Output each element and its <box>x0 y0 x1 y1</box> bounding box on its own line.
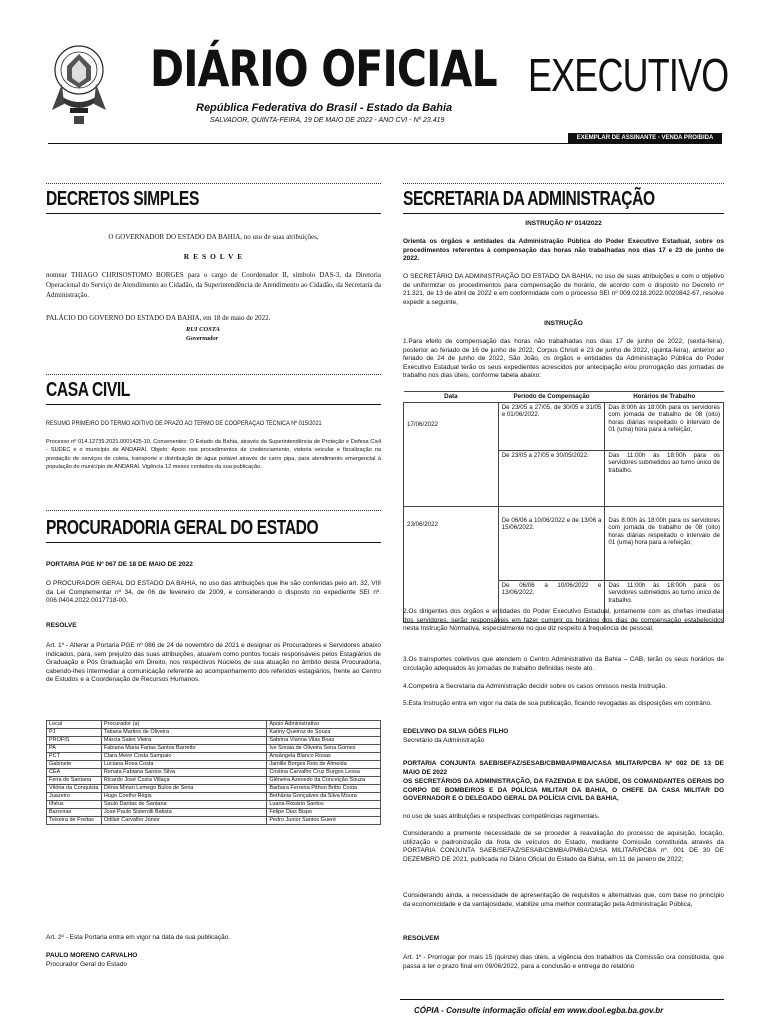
sched-hours: Das 11:00h às 18:00h para os servidores submetidos ao turno único de trabalho. <box>605 450 724 506</box>
table-cell: Sabrina Vianna Vilas Boas <box>267 737 381 745</box>
sched-period: De 06/06 a 10/06/2022 e 13/06/2022. <box>498 580 605 622</box>
section-rule <box>46 213 381 214</box>
table-row <box>47 777 381 785</box>
pge-signer: PAULO MORENO CARVALHO <box>46 952 138 959</box>
sead-considerando1: Considerando a premente necessidade de se proceder à reavaliação do processo de aquisição, locação, utilização e padronização da frota de veículos do Estado, mediante Comissão constituída através da PORTARIA CONJUNTA SAEB/SEFAZ/SESAB/CBMBA/PMBA/CASA MILITAR/PCBA nº. 001 DE 30 DE DEZEMBRO DE 2021, publicada no Diário Oficial do Estado da Bahia, em 11 de janeiro de 2022; <box>403 830 724 863</box>
table-cell: Gabinete <box>47 761 102 769</box>
table-row <box>47 801 381 809</box>
table-cell: Ilhéus <box>47 801 102 809</box>
section-title-pge: PROCURADORIA GERAL DO ESTADO <box>46 517 319 539</box>
sead-portaria2-title: PORTARIA CONJUNTA SAEB/SEFAZ/SESAB/CBMBA/PMBA/CASA MILITAR/PCBA Nº 002 DE 13 DE MAIO DE 2022 <box>403 760 724 776</box>
table-cell: Ive Soraia de Oliveira Sena Gomes <box>267 745 381 753</box>
decreto-signer: RUI COSTA <box>186 326 220 333</box>
section-title-decretos: DECRETOS SIMPLES <box>46 188 199 210</box>
table-cell: Saulo Dantas de Santana <box>101 801 266 809</box>
table-cell: Clara Meire Costa Sampaio <box>101 753 266 761</box>
sead-item4: 4.Competirá à Secretaria da Administração decidir sobre os casos omissos nesta Instrução. <box>403 683 668 690</box>
section-rule <box>46 510 381 511</box>
sead-instrucao-number: INSTRUÇÃO Nº 014/2022 <box>525 220 602 227</box>
table-cell: Luciana Rosa Costa <box>101 761 266 769</box>
state-crest-icon <box>50 40 108 130</box>
table-header-row <box>47 721 381 729</box>
masthead-edition: EXECUTIVO <box>528 49 729 101</box>
casa-civil-body: Processo nº 014.12739.2021.0001425-10. Convenentes: O Estado da Bahia, através da Superintendência de Proteção e Defesa Civil - SUDEC e o município de ANDARAÍ. Objeto: Apoio nos procedimentos de credenciamento, vistoria veicular e fiscalização na prestação de serviços de coleta, transporte e distribuição de água potável através de carro pipa, para atendimento emergencial à população do município de ANDARAÍ. Vigência 12 meses contados da sua publicação. <box>46 439 381 471</box>
table-cell: Pedro Junior Santos Gueré <box>267 817 381 825</box>
table-cell: CEA <box>47 769 102 777</box>
sched-date: 23/06/2022 <box>404 506 499 622</box>
table-cell: Jamille Borges Reis de Almeida <box>267 761 381 769</box>
table-cell: Dênia Mirian Lemego Bulos de Sena <box>101 785 266 793</box>
masthead-dateline: SALVADOR, QUINTA-FEIRA, 19 DE MAIO DE 2022 - ANO CVI - Nº 23.419 <box>210 117 445 124</box>
table-cell: PCT <box>47 753 102 761</box>
sead-portaria2-intro-tail: no uso de suas atribuições e respectivas competências regimentais. <box>403 813 600 820</box>
table-cell: Ricardo José Costa Villaça <box>101 777 266 785</box>
sead-instrucao-label: INSTRUÇÃO <box>544 320 583 327</box>
table-row <box>47 737 381 745</box>
decreto-palace: PALÁCIO DO GOVERNO DO ESTADO DA BAHIA, em 18 de maio de 2022. <box>46 314 271 322</box>
sched-hours: Das 11:00h às 18:00h para os servidores submetidos ao turno único de trabalho. <box>605 580 724 622</box>
sead-portaria2-intro: OS SECRETÁRIOS DA ADMINISTRAÇÃO, DA FAZENDA E DA SAÚDE, OS COMANDANTES GERAIS DO CORPO DE BOMBEIROS E DA POLÍCIA MILITAR DA BAHIA, O CHEFE DA CASA MILITAR DO GOVERNADOR E O DELEGADO GERAL DA POLÍCIA CIVIL DA BAHIA, <box>403 778 724 803</box>
sched-header: Data <box>404 392 499 403</box>
table-cell: Juazeiro <box>47 793 102 801</box>
sead-item3: 3.Os transportes coletivos que atendem o Centro Administrativo da Bahia – CAB, terão os seus horários de circulação adequados às jornadas de trabalho definidas neste ato. <box>403 656 724 672</box>
table-row <box>47 761 381 769</box>
table-row <box>47 745 381 753</box>
table-header-cell: Procurador (a) <box>101 721 266 729</box>
table-row <box>47 785 381 793</box>
footer-link[interactable]: CÓPIA - Consulte informação oficial em www.dool.egba.ba.gov.br <box>414 1006 664 1015</box>
compensation-schedule-table <box>403 391 724 623</box>
table-cell: Odilair Carvalho Júnior <box>101 817 266 825</box>
sched-hours: Das 8:00h às 18:00h para os servidores com jornada de trabalho de 08 (oito) horas diárias respeitado o intervalo de 01 (uma) hora para a refeição; <box>605 402 724 450</box>
sead-item5: 5.Esta Instrução entra em vigor na data de sua publicação, ficando revogadas as disposições em contrário. <box>403 700 712 707</box>
pge-focal-points-table <box>46 720 381 825</box>
section-rule <box>46 542 381 543</box>
pge-portaria: PORTARIA PGE Nº 067 DE 18 DE MAIO DE 2022 <box>46 561 193 568</box>
sched-period: De 06/06 a 10/06/2022 e de 13/06 a 15/06/2022. <box>498 506 605 580</box>
table-cell: Márcia Sales Vieira <box>101 737 266 745</box>
table-row <box>47 809 381 817</box>
table-cell: PA <box>47 745 102 753</box>
section-rule <box>403 213 724 214</box>
table-cell: Kariny Queiroz de Souza <box>267 729 381 737</box>
sched-header: Período de Compensação <box>498 392 605 403</box>
section-title-sead: SECRETARIA DA ADMINISTRAÇÃO <box>403 188 655 210</box>
table-cell: Luana Rosário Santos <box>267 801 381 809</box>
table-cell: Vitória da Conquista <box>47 785 102 793</box>
table-row <box>47 817 381 825</box>
section-rule <box>403 183 724 184</box>
table-row <box>47 769 381 777</box>
table-cell: Hugo Coelho Régis <box>101 793 266 801</box>
sead-intro: O SECRETÁRIO DA ADMINISTRAÇÃO DO ESTADO DA BAHIA, no uso de suas atribuições e com o objetivo de uniformizar os procedimentos para compensação de horário, de acordo com o disposto no Decreto nº 21.321, de 13 de abril de 2022 e em conformidade com o processo SEI nº 009.0218.2022.0020842-67, resolve expedir a seguinte, <box>403 273 724 306</box>
table-cell: Barreiras <box>47 809 102 817</box>
table-cell: Teixeira de Freitas <box>47 817 102 825</box>
table-cell: PJ <box>47 729 102 737</box>
sead-art1: Art. 1º - Prorrogar por mais 15 (quinze) dias úteis, a vigência dos trabalhos da Comissão ora constituída, que passa a ter o prazo final em 09/06/2022, para a conclusão e entrega do relatório <box>403 954 724 970</box>
sead-item2: 2.Os dirigentes dos órgãos e entidades do Poder Executivo Estadual, juntamente com as chefias imediatas dos servidores, serão responsáveis em fazer cumprir os horários dos dias de compensação estabelecidos nesta Instrução Normativa, especialmente no que diz respeito à frequência de pessoal. <box>403 608 724 633</box>
decreto-intro: O GOVERNADOR DO ESTADO DA BAHIA, no uso de suas atribuições, <box>108 233 319 241</box>
table-cell: José Paulo Sisterolli Batista <box>101 809 266 817</box>
table-cell: Renata Fabiana Santos Silva <box>101 769 266 777</box>
table-cell: Bethânia Gonçalves da Silva Moura <box>267 793 381 801</box>
table-cell: Fabiana Maria Farias Santos Barretto <box>101 745 266 753</box>
section-rule <box>46 374 381 375</box>
footer-rule <box>400 999 724 1000</box>
pge-resolve: RESOLVE <box>46 622 77 629</box>
casa-civil-heading: RESUMO PRIMEIRO DO TERMO ADITIVO DE PRAZO AO TERMO DE COOPERAÇÃO TÉCNICA Nº 015/2021 <box>46 421 322 427</box>
sched-period: De 23/05 a 27/05 e 30/05/2022. <box>498 450 605 506</box>
pge-art2: Art. 2º - Esta Portaria entra em vigor na data de sua publicação. <box>46 934 231 941</box>
pge-art1: Art. 1º - Alterar a Portaria PGE nº 086 de 24 de novembro de 2021 e designar os Procuradores e Servidores abaixo indicados, para, sem prejuízo das suas atribuições, atuarem como pontos focais responsáveis pelos Estagiários de Graduação e Pós Graduação em Direito, nos respectivos Núcleos de sua atuação no âmbito desta Procuradoria, cabendo-lhes intermediar a comunicação referente ao acompanhamento dos referidos estagiários, frente ao Centro de Estudos e a Coordenação de Recursos Humanos. <box>46 642 381 684</box>
table-cell: Felipe Dias Bispo <box>267 809 381 817</box>
sead-resolvem: RESOLVEM <box>403 935 439 942</box>
section-title-casa-civil: CASA CIVIL <box>46 379 130 401</box>
subscriber-banner: EXEMPLAR DE ASSINANTE - VENDA PROIBIDA <box>568 133 722 143</box>
table-row <box>47 729 381 737</box>
table-cell: Barbara Ferreira Pithon Britto Costa <box>267 785 381 793</box>
table-cell: Feira de Santana <box>47 777 102 785</box>
table-cell: Cristina Carvalho Cruz Burgos Lessa <box>267 769 381 777</box>
pge-intro: O PROCURADOR GERAL DO ESTADO DA BAHIA, no uso das atribuições que lhe são conferidas pelo art. 32, VIII da Lei Complementar nº 34, de 06 de fevereiro de 2009, e considerando o disposto no expediente SEI nº. 006.0404.2022.0017718-00, <box>46 580 381 605</box>
masthead-rule <box>48 143 722 144</box>
table-cell: Tatiana Martins de Oliveira <box>101 729 266 737</box>
table-cell: Ansângela Blanco Rosas <box>267 753 381 761</box>
table-row <box>47 793 381 801</box>
sead-considerando2: Considerando ainda, a necessidade de apresentação de requisitos e alternativas que, com base no princípio da economicidade e da vantajosidade, viabilize uma melhor contratação pela Administração Pública, <box>403 892 724 908</box>
masthead-title: DIÁRIO OFICIAL <box>150 40 497 98</box>
table-cell: Glêneira Azevedo da Conceição Souza <box>267 777 381 785</box>
section-rule <box>46 183 381 184</box>
masthead-subtitle: República Federativa do Brasil - Estado da Bahia <box>196 102 453 114</box>
sead-summary: Orienta os órgãos e entidades da Administração Pública do Poder Executivo Estadual, sobre os procedimentos referentes à compensação das horas não trabalhadas nos dias 17 e 23 de junho de 2022. <box>403 238 724 263</box>
table-header-cell: Local <box>47 721 102 729</box>
sched-hours: Das 8:00h às 18:00h para os servidores com jornada de trabalho de 08 (oito) horas diárias respeitado o intervalo de 01 (uma) hora para a refeição; <box>605 506 724 580</box>
decreto-resolve: R E S O L V E <box>183 252 244 261</box>
sched-header: Horários de Trabalho <box>605 392 724 403</box>
pge-signer-role: Procurador Geral do Estado <box>46 961 127 968</box>
sead-item1: 1.Para efeito de compensação das horas não trabalhadas nos dias 17 de junho de 2022, (sexta-feira), posterior ao feriado de 16 de junho de 2022, Corpus Christi e 23 de junho de 2022, (quinta-feira), anterior ao feriado de 24 de junho de 2022, São João, os órgãos e entidades da Administração Pública do Poder Executivo Estadual terão os seus expedientes acrescidos por antecipação e/ou prorrogação das jornadas de trabalho nos dias úteis, conforme tabela abaixo: <box>403 338 724 380</box>
decreto-signer-role: Governador <box>186 335 219 342</box>
section-rule <box>46 404 381 405</box>
table-row <box>47 753 381 761</box>
sead-signer-role: Secretário da Administração <box>403 737 485 744</box>
decreto-body: nomear THIAGO CHRISOSTOMO BORGES para o cargo de Coordenador II, símbolo DAS-3, da Diretoria Operacional do Serviço de Atendimento ao Cidadão, da Superintendência de Atendimento ao Cidadão, da Secretaria da Administração. <box>46 271 381 299</box>
table-header-cell: Apoio Administrativo <box>267 721 381 729</box>
sched-date: 17/06/2022 <box>404 402 499 506</box>
sched-period: De 23/05 a 27/05, de 30/05 e 31/05 e 01/06/2022. <box>498 402 605 450</box>
table-cell: PROFIS <box>47 737 102 745</box>
sead-signer: EDELVINO DA SILVA GÓES FILHO <box>403 728 509 735</box>
